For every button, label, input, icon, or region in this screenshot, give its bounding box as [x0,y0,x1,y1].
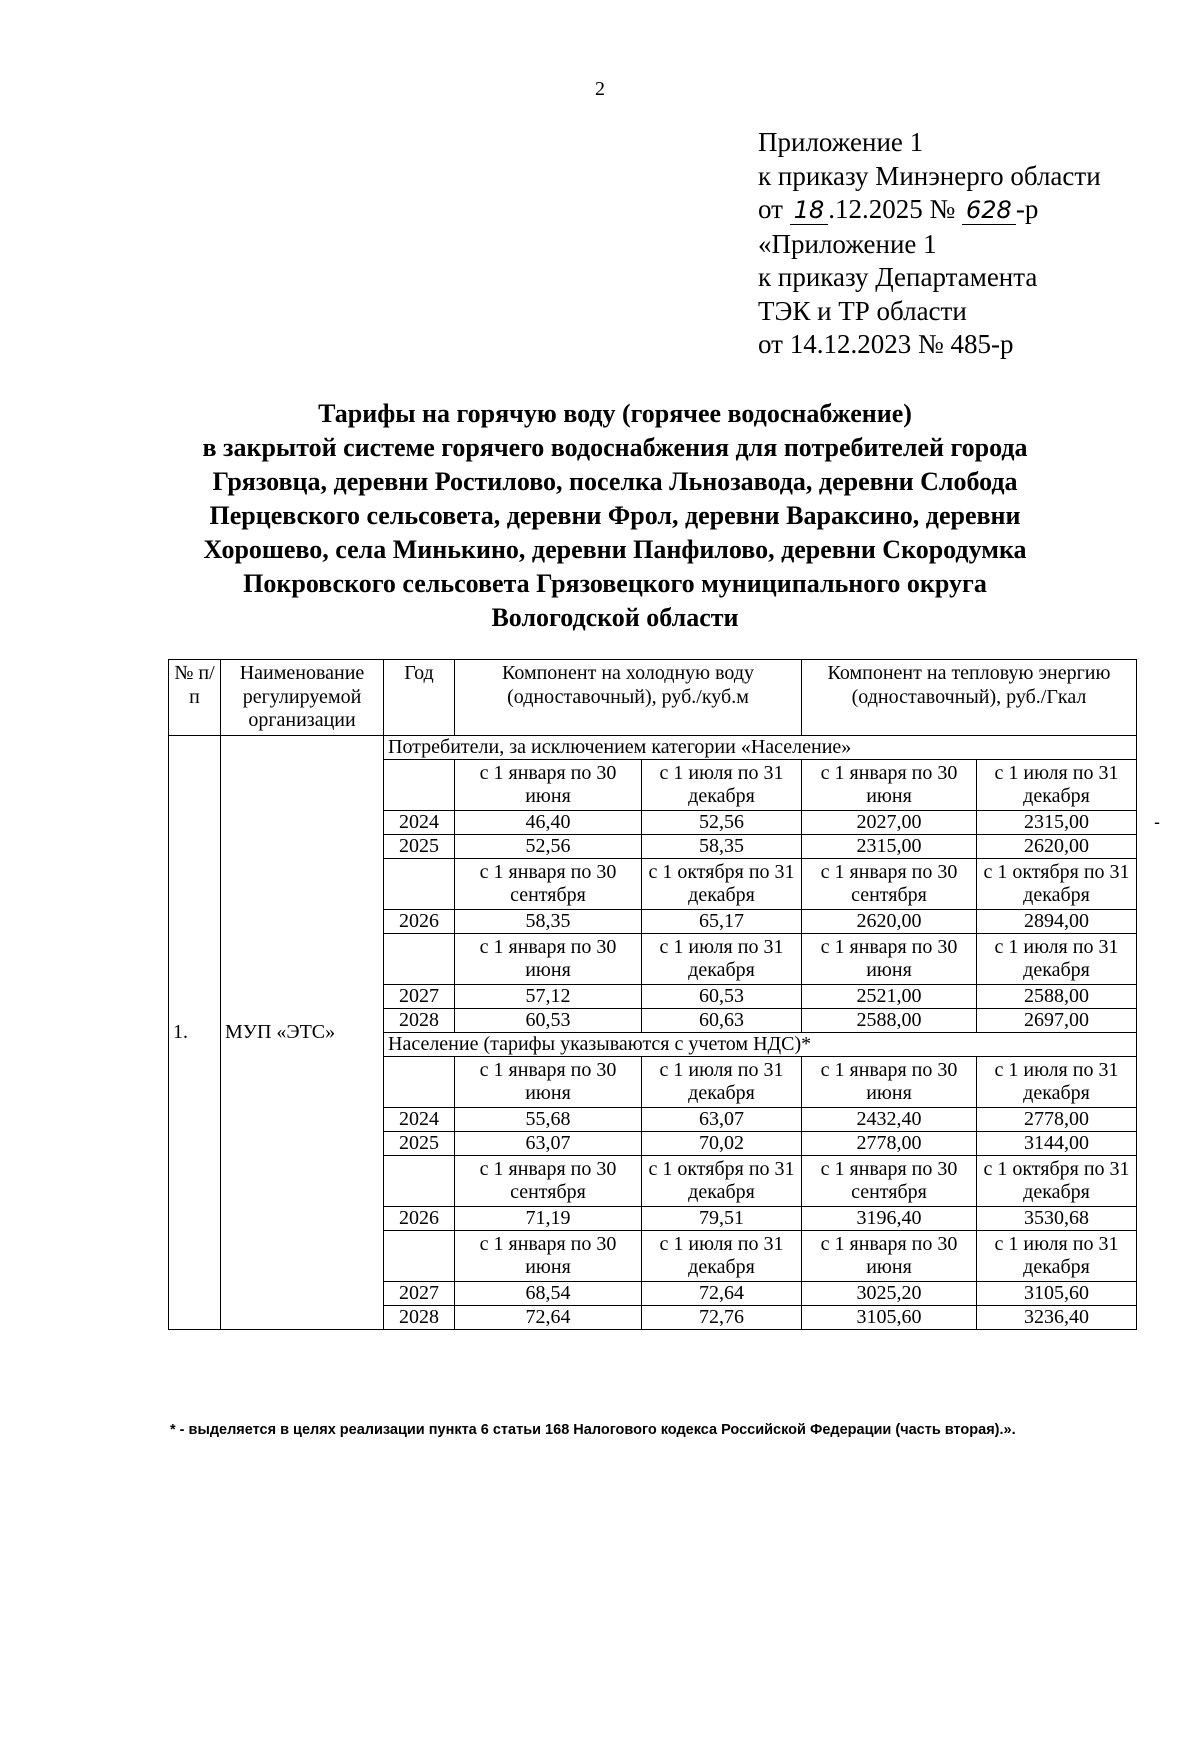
period-cell: с 1 июля по 31 декабря [642,1056,802,1107]
document-title [150,397,1080,635]
title-line: Перцевского сельсовета, деревни Фрол, деревни Вараксино, деревни [209,501,1021,530]
period-cell: с 1 января по 30 июня [802,759,977,810]
period-cell: с 1 октября по 31 декабря [977,858,1137,909]
period-cell: с 1 января по 30 июня [455,1230,642,1281]
period-cell: с 1 июля по 31 декабря [642,933,802,984]
appendix-line: от 14.12.2023 № 485-р [758,329,1014,359]
year-cell: 2028 [384,1008,455,1032]
header-heat-energy: Компонент на тепловую энергию (одноставочный), руб./Гкал [802,660,1137,736]
page-number: 2 [595,78,605,100]
value-cell: 3196,40 [802,1206,977,1230]
title-line: в закрытой системе горячего водоснабжения для потребителей города [202,433,1028,462]
period-cell: с 1 июля по 31 декабря [977,1056,1137,1107]
value-cell: 3105,60 [977,1281,1137,1305]
value-cell: 2588,00 [977,984,1137,1008]
period-cell: с 1 января по 30 июня [802,933,977,984]
appendix-order-date-line [758,193,1101,228]
year-cell: 2025 [384,834,455,858]
value-cell: 2315,00 [977,810,1137,834]
header-year: Год [384,660,455,736]
year-cell: 2024 [384,1107,455,1131]
header-cold-water: Компонент на холодную воду (одноставочный), руб./куб.м [455,660,802,736]
footnote: * - выделяется в целях реализации пункта 6 статьи 168 Налогового кодекса Российской Федерации (часть вторая).». [170,1422,1016,1438]
value-cell: 2620,00 [977,834,1137,858]
value-cell: 2894,00 [977,909,1137,933]
value-cell: 60,53 [455,1008,642,1032]
period-cell: с 1 января по 30 июня [455,759,642,810]
title-line: Грязовца, деревни Ростилово, поселка Льнозавода, деревни Слобода [212,467,1018,496]
value-cell: 63,07 [642,1107,802,1131]
value-cell: 3105,60 [802,1305,977,1329]
period-year-empty [384,1155,455,1206]
year-cell: 2027 [384,1281,455,1305]
period-cell: с 1 января по 30 сентября [455,858,642,909]
period-year-empty [384,1056,455,1107]
period-cell: с 1 октября по 31 декабря [642,1155,802,1206]
margin-mark: - [1154,812,1160,832]
appendix-line: «Приложение 1 [758,228,937,259]
order-date-suffix: -р [1015,194,1039,224]
value-cell: 2315,00 [802,834,977,858]
category-population: Население (тарифы указываются с учетом НДС)* [384,1032,1137,1056]
period-cell: с 1 января по 30 июня [455,933,642,984]
value-cell: 68,54 [455,1281,642,1305]
year-cell: 2026 [384,909,455,933]
value-cell: 63,07 [455,1131,642,1155]
title-line: Хорошево, села Минькино, деревни Панфилово, деревни Скородумка [203,535,1027,564]
tariff-table [168,659,1137,1330]
header-num: № п/п [169,660,221,736]
value-cell: 46,40 [455,810,642,834]
period-year-empty [384,933,455,984]
year-cell: 2027 [384,984,455,1008]
period-cell: с 1 января по 30 сентября [802,858,977,909]
year-cell: 2026 [384,1206,455,1230]
year-cell: 2028 [384,1305,455,1329]
value-cell: 70,02 [642,1131,802,1155]
period-year-empty [384,858,455,909]
order-date-prefix: от [758,194,790,224]
period-cell: с 1 июля по 31 декабря [977,933,1137,984]
period-cell: с 1 января по 30 июня [455,1056,642,1107]
handwritten-day: 18 [790,196,829,225]
period-cell: с 1 октября по 31 декабря [642,858,802,909]
period-cell: с 1 января по 30 сентября [802,1155,977,1206]
value-cell: 60,63 [642,1008,802,1032]
appendix-line: к приказу Минэнерго области [758,160,1101,191]
title-line: Вологодской области [491,603,739,632]
value-cell: 58,35 [455,909,642,933]
period-year-empty [384,759,455,810]
period-cell: с 1 июля по 31 декабря [642,1230,802,1281]
appendix-line: Приложение 1 [758,127,924,157]
category-row [169,735,1137,759]
year-cell: 2025 [384,1131,455,1155]
value-cell: 3236,40 [977,1305,1137,1329]
value-cell: 60,53 [642,984,802,1008]
period-cell: с 1 июля по 31 декабря [642,759,802,810]
order-date-middle: .12.2025 № [828,194,963,224]
value-cell: 2620,00 [802,909,977,933]
period-cell: с 1 января по 30 июня [802,1056,977,1107]
value-cell: 72,64 [642,1281,802,1305]
value-cell: 79,51 [642,1206,802,1230]
value-cell: 55,68 [455,1107,642,1131]
appendix-header [758,126,1101,362]
value-cell: 2027,00 [802,810,977,834]
value-cell: 57,12 [455,984,642,1008]
value-cell: 72,64 [455,1305,642,1329]
appendix-line: к приказу Департамента [758,262,1038,292]
period-cell: с 1 января по 30 июня [802,1230,977,1281]
table-header-row [169,660,1137,736]
value-cell: 3530,68 [977,1206,1137,1230]
value-cell: 52,56 [642,810,802,834]
period-cell: с 1 июля по 31 декабря [977,759,1137,810]
value-cell: 2432,40 [802,1107,977,1131]
handwritten-order-number: 628 [962,196,1016,225]
value-cell: 58,35 [642,834,802,858]
appendix-line: ТЭК и ТР области [758,295,967,326]
value-cell: 2588,00 [802,1008,977,1032]
value-cell: 2521,00 [802,984,977,1008]
value-cell: 2778,00 [802,1131,977,1155]
period-year-empty [384,1230,455,1281]
period-cell: с 1 октября по 31 декабря [977,1155,1137,1206]
title-line: Покровского сельсовета Грязовецкого муниципального округа [243,569,987,598]
period-cell: с 1 января по 30 сентября [455,1155,642,1206]
value-cell: 52,56 [455,834,642,858]
value-cell: 3025,20 [802,1281,977,1305]
year-cell: 2024 [384,810,455,834]
header-org: Наименование регулируемой организации [221,660,384,736]
period-cell: с 1 июля по 31 декабря [977,1230,1137,1281]
value-cell: 3144,00 [977,1131,1137,1155]
category-non-population: Потребители, за исключением категории «Население» [384,735,1137,759]
title-line: Тарифы на горячую воду (горячее водоснабжение) [318,399,912,428]
value-cell: 71,19 [455,1206,642,1230]
org-name: МУП «ЭТС» [221,735,384,1329]
row-number: 1. [169,735,221,1329]
value-cell: 65,17 [642,909,802,933]
value-cell: 2778,00 [977,1107,1137,1131]
value-cell: 72,76 [642,1305,802,1329]
value-cell: 2697,00 [977,1008,1137,1032]
